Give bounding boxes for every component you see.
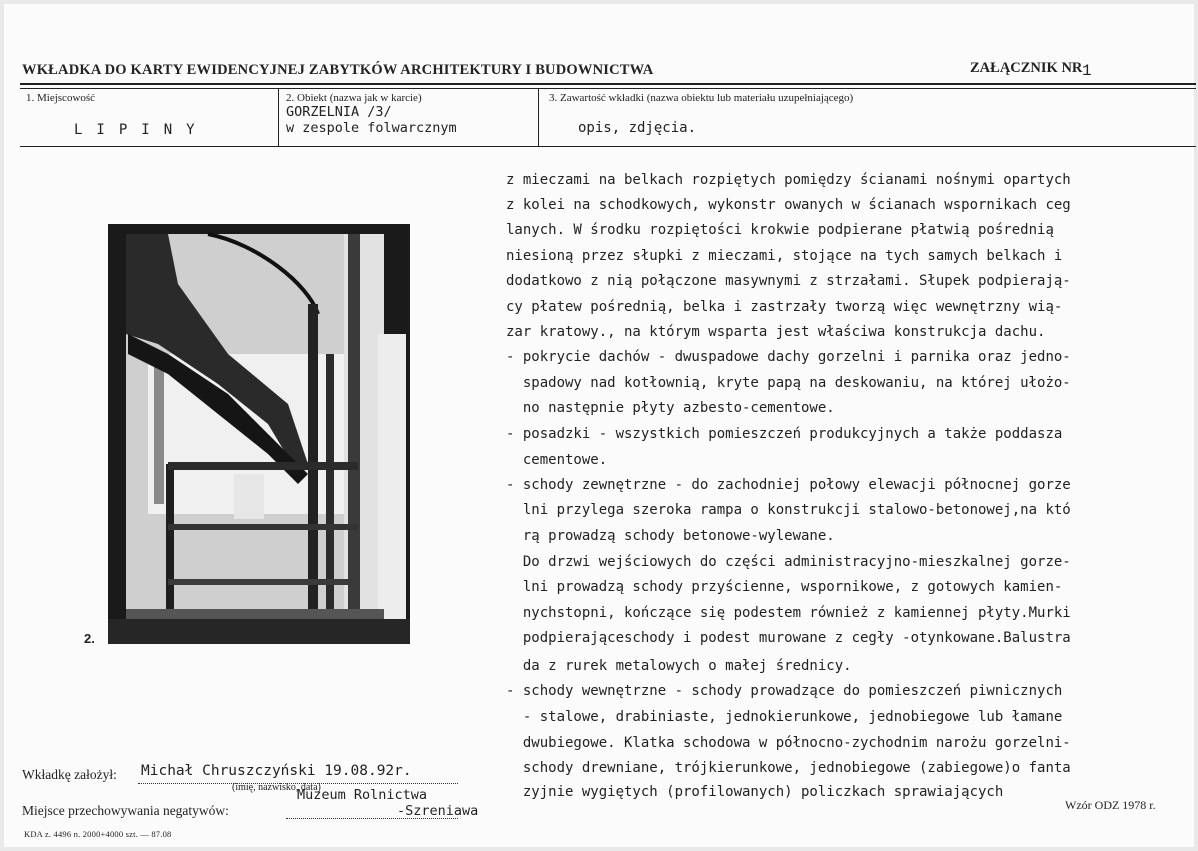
- description-line: no następnie płyty azbesto-cementowe.: [506, 400, 835, 416]
- description-line: - posadzki - wszystkich pomieszczeń produkcyjnych a także poddasza: [506, 426, 1063, 442]
- header-rule-second: [20, 88, 1196, 89]
- description-line: schody drewniane, trójkierunkowe, jednobiegowe (zabiegowe)o fanta: [506, 760, 1071, 776]
- place-label: 1. Miejscowość: [26, 92, 96, 104]
- contents-label: 3. Zawartość wkładki (nazwa obiektu lub materiału uzupełniającego): [549, 92, 854, 104]
- description-line: zar kratowy., na którym wsparta jest właściwa konstrukcja dachu.: [506, 324, 1046, 340]
- negatives-value-line2: -Szreniawa: [397, 803, 479, 819]
- description-line: cementowe.: [506, 452, 608, 468]
- field-divider-2: [538, 88, 539, 146]
- annex-label: ZAŁĄCZNIK NR: [970, 60, 1083, 76]
- template-note: Wzór ODZ 1978 r.: [1065, 798, 1156, 812]
- description-line: nychstopni, kończące się podestem również z kamiennej płyty.Murki: [506, 605, 1071, 621]
- object-value-line2: w zespole folwarcznym: [286, 120, 457, 136]
- fields-rule-bottom: [20, 146, 1196, 147]
- description-line: lni przylega szeroka rampa o konstrukcji stalowo-betonowej,na któ: [506, 502, 1071, 518]
- description-line: zyjnie wygiętych (profilowanych) policzkach sprawiających: [506, 784, 1004, 800]
- place-value: LIPINY: [74, 122, 209, 138]
- object-label: 2. Obiekt (nazwa jak w karcie): [286, 92, 422, 104]
- description-line: spadowy nad kotłownią, kryte papą na deskowaniu, na której ułożo-: [506, 375, 1071, 391]
- description-line: lanych. W środku rozpiętości krokwie podpierane płatwią pośrednią: [506, 222, 1054, 238]
- staircase-photo: [108, 224, 410, 644]
- founder-label: Wkładkę założył:: [22, 767, 117, 782]
- description-line: dwubiegowe. Klatka schodowa w północno-zychodnim narożu gorzelni-: [506, 735, 1071, 751]
- description-line: z kolei na schodkowych, wykonstr owanych w ścianach wspornikach ceg: [506, 197, 1071, 213]
- field-divider-1: [278, 88, 279, 146]
- object-value-line1: GORZELNIA /3/: [286, 104, 392, 120]
- contents-value: opis, zdjęcia.: [578, 120, 697, 136]
- header-rule-top: [20, 83, 1196, 85]
- description-line: - pokrycie dachów - dwuspadowe dachy gorzelni i parnika oraz jedno-: [506, 349, 1071, 365]
- description-line: - schody wewnętrzne - schody prowadzące do pomieszczeń piwnicznych: [506, 683, 1063, 699]
- description-line: Do drzwi wejściowych do części administracyjno-mieszkalnej gorze-: [506, 554, 1071, 570]
- description-line: podpierająceschody i podest murowane z cegły -otynkowane.Balustra: [506, 630, 1071, 646]
- description-line: cy płatew pośrednią, belka i zastrzały tworzą więc wewnętrzny wią-: [506, 299, 1063, 315]
- description-line: - schody zewnętrzne - do zachodniej połowy elewacji północnej gorze: [506, 477, 1071, 493]
- founder-value: Michał Chruszczyński 19.08.92r.: [141, 763, 412, 779]
- negatives-label: Miejsce przechowywania negatywów:: [22, 803, 229, 818]
- print-note: KDA z. 4496 n. 2000+4000 szt. — 87.08: [24, 829, 172, 839]
- description-line: niesioną przez słupki z mieczami, stojące na tych samych belkach i: [506, 248, 1063, 264]
- description-line: - stalowe, drabiniaste, jednokierunkowe, jednobiegowe lub łamane: [506, 709, 1063, 725]
- negatives-value-line1: Muzeum Rolnictwa: [297, 787, 428, 803]
- form-title: WKŁADKA DO KARTY EWIDENCYJNEJ ZABYTKÓW ARCHITEKTURY I BUDOWNICTWA: [22, 62, 654, 78]
- description-line: lni prowadzą schody przyścienne, wspornikowe, z gotowych kamien-: [506, 579, 1063, 595]
- description-line: dodatkowo z nią połączone masywnymi z strzałami. Słupek podpierają-: [506, 273, 1071, 289]
- photo-caption-number: 2.: [84, 631, 95, 646]
- description-line: da z rurek metalowych o małej średnicy.: [506, 658, 852, 674]
- description-line: z mieczami na belkach rozpiętych pomiędzy ścianami nośnymi opartych: [506, 172, 1071, 188]
- founder-hint: (imię, nazwisko, data): [232, 782, 321, 793]
- description-line: rą prowadzą schody betonowe-wylewane.: [506, 528, 835, 544]
- annex-number: 1: [1082, 62, 1092, 80]
